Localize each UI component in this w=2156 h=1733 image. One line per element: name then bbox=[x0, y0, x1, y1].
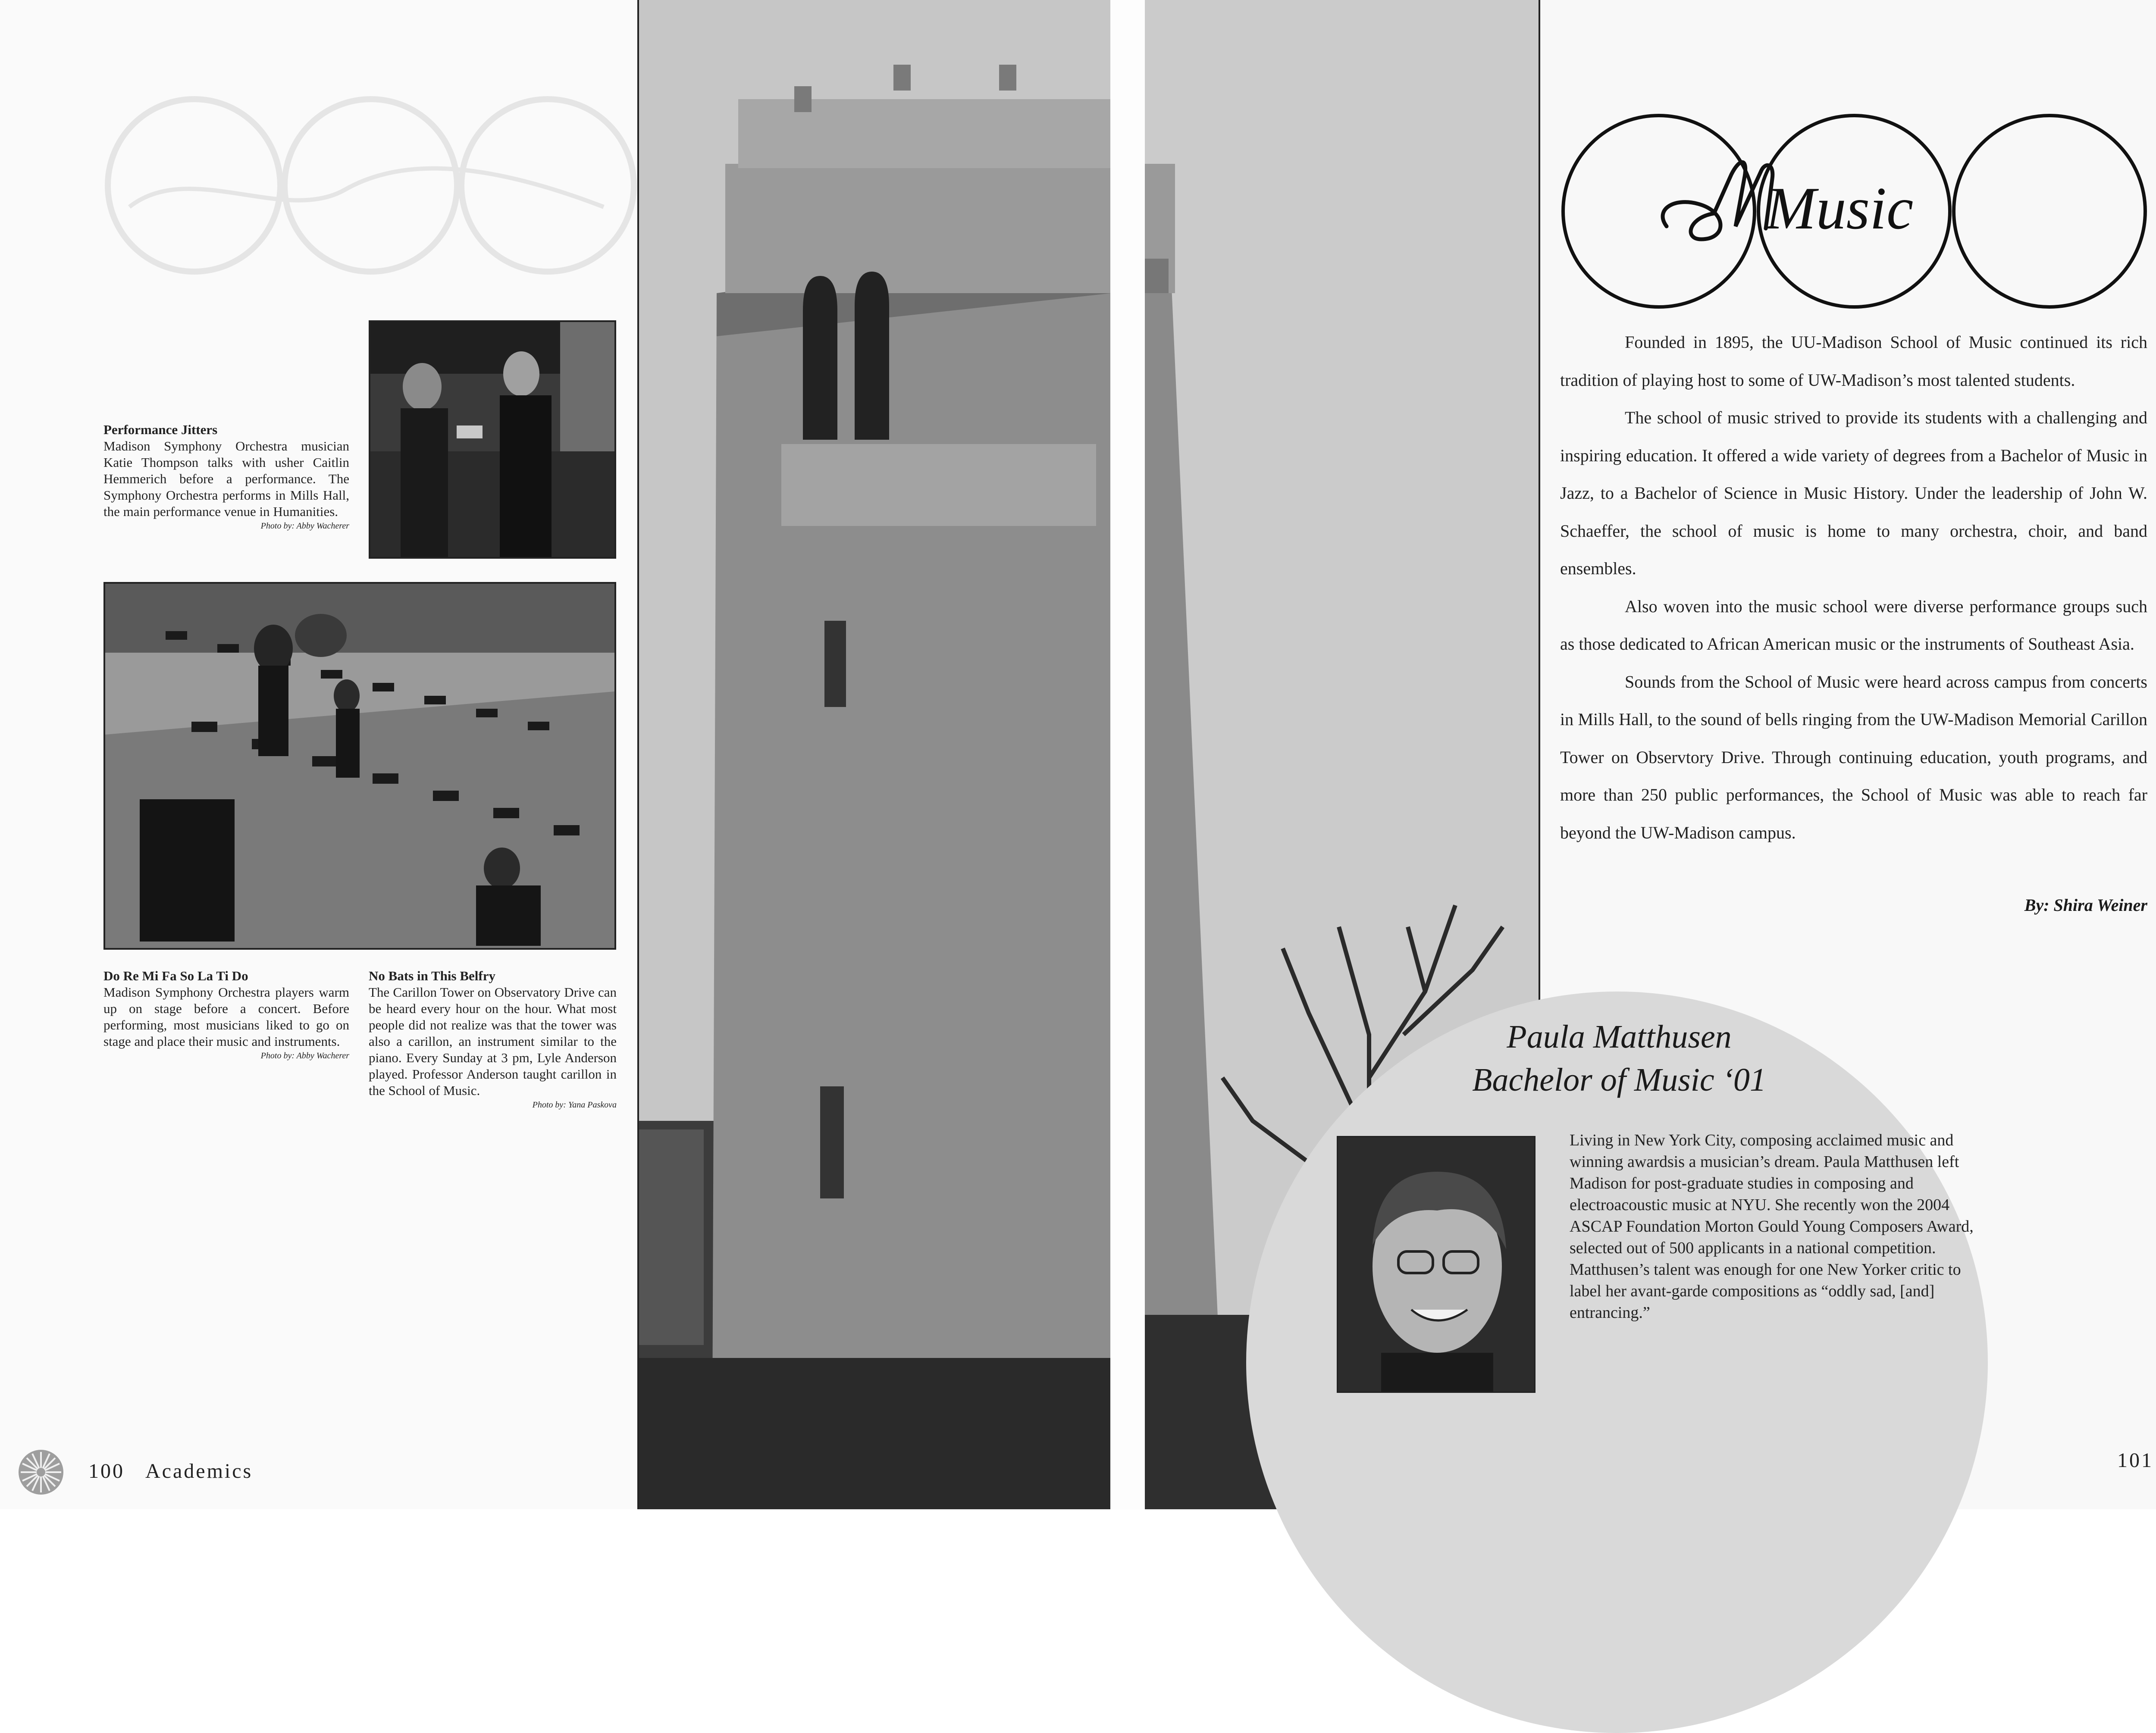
left-folio bbox=[88, 1459, 253, 1483]
paula-matthusen-portrait bbox=[1337, 1136, 1536, 1393]
profile-degree: Bachelor of Music ‘01 bbox=[1472, 1062, 1766, 1098]
photo-credit: Photo by: Yana Paskova bbox=[532, 1100, 617, 1110]
performance-jitters-photo bbox=[369, 320, 616, 559]
no-bats-caption bbox=[369, 968, 617, 1111]
profile-name: Paula Matthusen bbox=[1507, 1019, 1732, 1055]
page-number: 100 bbox=[88, 1460, 125, 1483]
music-article bbox=[1560, 323, 2147, 851]
caption-body: Madison Symphony Orchestra players warm up on stage before a concert. Before performing, most musicians liked to go on stage and place their music and instruments. bbox=[103, 985, 349, 1049]
article-paragraph: The school of music strived to provide its students with a challenging and inspiring education. It offered a wide variety of degrees from a Bachelor of Music in Jazz, to a Bachelor of Science in Music History. Under the leadership of John W. Schaeffer, the school of music is home to many orchestra, choir, and band ensembles. bbox=[1560, 408, 2147, 578]
orchestra-stage-photo bbox=[103, 582, 616, 950]
caption-body: The Carillon Tower on Observatory Drive can be heard every hour on the hour. What most people did not realize was that the tower was also a carillon, an instrument similar to the piano. Every Sunday at 3 pm, Lyle Anderson played. Professor Anderson taught carillon in the School of Music. bbox=[369, 985, 617, 1098]
right-folio bbox=[2117, 1448, 2153, 1472]
photo-credit: Photo by: Abby Wacherer bbox=[260, 1051, 349, 1060]
carillon-tower-photo-left bbox=[637, 0, 1110, 1509]
article-paragraph: Sounds from the School of Music were heard across campus from concerts in Mills Hall, to the sound of bells ringing from the UW-Madison Memorial Carillon Tower on Observtory Drive. Through continuing education, youth programs, and more than 250 public performances, the School of Music was able to reach far beyond the UW-Madison campus. bbox=[1560, 672, 2147, 842]
section-name: Academics bbox=[145, 1460, 253, 1483]
profile-heading bbox=[1328, 1015, 1910, 1101]
do-re-mi-caption bbox=[103, 968, 349, 1062]
photo-credit: Photo by: Abby Wacherer bbox=[260, 521, 349, 531]
caption-title: No Bats in This Belfry bbox=[369, 968, 495, 983]
ghost-title-watermark bbox=[103, 95, 638, 276]
music-title-text: Music bbox=[1766, 175, 1914, 242]
page-number: 101 bbox=[2117, 1449, 2153, 1472]
music-title-logo bbox=[1559, 110, 2150, 313]
article-paragraph: Also woven into the music school were diverse performance groups such as those dedicated to African American music or the instruments of Southeast Asia. bbox=[1560, 596, 2147, 654]
caption-body: Madison Symphony Orchestra musician Katie Thompson talks with usher Caitlin Hemmerich before a performance. The Symphony Orchestra performs in Mills Hall, the main performance venue in Humanities. bbox=[103, 438, 349, 519]
performance-jitters-caption bbox=[103, 422, 349, 532]
page-gutter bbox=[1110, 0, 1145, 1509]
article-paragraph: Founded in 1895, the UU-Madison School of Music continued its rich tradition of playing host to some of UW-Madison’s most talented students. bbox=[1560, 332, 2147, 390]
article-byline: By: Shira Weiner bbox=[2024, 895, 2147, 915]
caption-title: Do Re Mi Fa So La Ti Do bbox=[103, 968, 248, 983]
left-page bbox=[0, 0, 1110, 1509]
profile-bio: Living in New York City, composing acclaimed music and winning awardsis a musician’s dream. Paula Matthusen left Madison for post-graduate studies in composing and electroacoustic music at NYU. She recently won the 2004 ASCAP Foundation Morton Gould Young Composers Award, selected out of 500 applicants in a national competition. Matthusen’s talent was enough for one New Yorker critic to label her avant-garde compositions as “oddly sad, [and] entrancing.” bbox=[1570, 1131, 1974, 1322]
caption-title: Performance Jitters bbox=[103, 422, 218, 437]
sunburst-icon bbox=[17, 1448, 65, 1496]
